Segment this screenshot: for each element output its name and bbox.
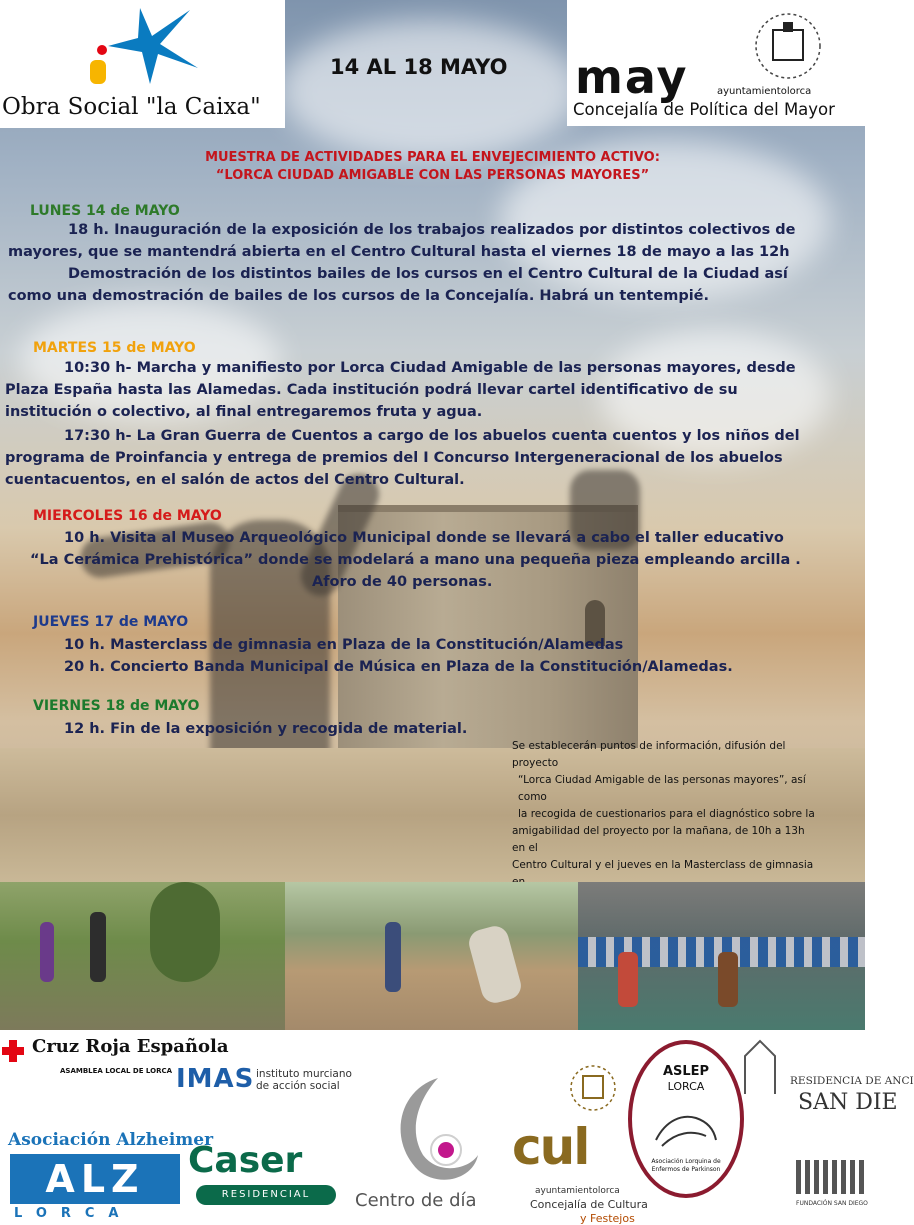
caixa-logo-text: Obra Social "la Caixa" bbox=[2, 94, 261, 120]
note-line: la recogida de cuestionarios para el diagnóstico sobre la bbox=[518, 808, 815, 820]
tuesday-line: institución o colectivo, al final entregaremos fruta y agua. bbox=[5, 404, 483, 420]
thursday-line: 20 h. Concierto Banda Municipal de Música en Plaza de la Constitución/Alamedas. bbox=[64, 659, 733, 675]
caixa-star-icon bbox=[100, 6, 200, 86]
ayuntamiento-text: ayuntamientolorca bbox=[717, 86, 812, 97]
imas-logo: IMAS bbox=[176, 1064, 255, 1094]
photo-petanque bbox=[285, 882, 578, 1030]
cul-ayuntamiento: ayuntamientolorca bbox=[535, 1186, 620, 1196]
residencia-arches-icon bbox=[796, 1160, 865, 1194]
cloud bbox=[280, 20, 580, 160]
cul-logo: cul bbox=[512, 1118, 589, 1176]
cruz-roja-sub: ASAMBLEA LOCAL DE LORCA bbox=[60, 1067, 173, 1075]
cul-festejos: y Festejos bbox=[580, 1212, 635, 1225]
concejalia-text: Concejalía de Política del Mayor bbox=[573, 100, 835, 119]
tree bbox=[150, 882, 220, 982]
monday-line: 18 h. Inauguración de la exposición de los trabajos realizados por distintos colectivos de bbox=[68, 222, 796, 238]
wednesday-line: “La Cerámica Prehistórica” donde se modelará a mano una pequeña pieza empleando arcilla . bbox=[30, 552, 801, 568]
tuesday-line: 10:30 h- Marcha y manifiesto por Lorca Ciudad Amigable de las personas mayores, desde bbox=[64, 360, 796, 376]
friday-line: 12 h. Fin de la exposición y recogida de material. bbox=[64, 721, 468, 737]
thursday-heading: JUEVES 17 de MAYO bbox=[33, 614, 189, 630]
aslep-small-line: Asociación Lorquina de bbox=[651, 1158, 721, 1165]
cruz-roja-name: Cruz Roja Española bbox=[32, 1036, 229, 1057]
imas-sub-line: instituto murciano bbox=[256, 1068, 352, 1080]
wednesday-heading: MIERCOLES 16 de MAYO bbox=[33, 508, 222, 524]
alzheimer-title: Asociación Alzheimer bbox=[8, 1130, 214, 1150]
tuesday-line: Plaza España hasta las Alamedas. Cada institución podrá llevar cartel identificativo de su bbox=[5, 382, 738, 398]
note-line: Centro Cultural y el jueves en la Masterclass de gimnasia bbox=[512, 859, 814, 871]
date-range-title: 14 AL 18 MAYO bbox=[330, 55, 508, 79]
red-cross-icon bbox=[2, 1040, 24, 1062]
cul-concejalia: Concejalía de Cultura bbox=[530, 1198, 648, 1211]
residencia-building-icon bbox=[740, 1036, 800, 1096]
note-line: Se establecerán puntos de información, difusión del proyecto bbox=[512, 740, 786, 769]
monday-line: Demostración de los distintos bailes de los cursos en el Centro Cultural de la Ciudad así bbox=[68, 266, 788, 282]
residencia-name: SAN DIE bbox=[798, 1090, 898, 1115]
person-figure bbox=[618, 952, 638, 1007]
note-line: amigabilidad del proyecto por la mañana, de 10h a 13h en el bbox=[512, 825, 805, 854]
alz-lorca: LORCA bbox=[14, 1206, 133, 1221]
hands-icon bbox=[652, 1100, 720, 1154]
aslep-title: ASLEP bbox=[662, 1064, 710, 1079]
thursday-line: 10 h. Masterclass de gimnasia en Plaza de la Constitución/Alamedas bbox=[64, 637, 624, 653]
imas-subtitle bbox=[256, 1068, 352, 1092]
photo-park-exercise bbox=[0, 882, 285, 1030]
alz-logo: ALZ bbox=[10, 1154, 180, 1204]
person-figure bbox=[466, 923, 524, 1006]
monday-heading: LUNES 14 de MAYO bbox=[30, 203, 180, 219]
lorca-crest-icon bbox=[568, 1050, 618, 1120]
aslep-lorca: LORCA bbox=[667, 1080, 705, 1093]
wednesday-line: 10 h. Visita al Museo Arqueológico Municipal donde se llevará a cabo el taller educativo bbox=[64, 530, 784, 546]
centro-dia-text: Centro de día bbox=[355, 1190, 477, 1211]
lorca-crest-icon bbox=[753, 8, 823, 84]
person-figure bbox=[40, 922, 54, 982]
wednesday-line: Aforo de 40 personas. bbox=[312, 574, 493, 590]
note-line: “Lorca Ciudad Amigable de las personas mayores”, así como bbox=[518, 774, 806, 803]
caser-sub: RESIDENCIAL bbox=[196, 1185, 336, 1205]
tuesday-line: 17:30 h- La Gran Guerra de Cuentos a cargo de los abuelos cuenta cuentos y los niños del bbox=[64, 428, 800, 444]
event-title-line1: MUESTRA DE ACTIVIDADES PARA EL ENVEJECIMIENTO ACTIVO: bbox=[205, 150, 660, 165]
monday-line: mayores, que se mantendrá abierta en el Centro Cultural hasta el viernes 18 de mayo a las 12h bbox=[8, 244, 790, 260]
may-logo-word: may bbox=[575, 50, 689, 104]
friday-heading: VIERNES 18 de MAYO bbox=[33, 698, 200, 714]
person-figure bbox=[385, 922, 401, 992]
monday-line: como una demostración de bailes de los cursos de la Concejalía. Habrá un tentempié. bbox=[8, 288, 710, 304]
centro-dia-swirl-icon bbox=[378, 1070, 488, 1190]
event-title-line2: “LORCA CIUDAD AMIGABLE CON LAS PERSONAS MAYORES” bbox=[215, 168, 650, 183]
imas-sub-line: de acción social bbox=[256, 1080, 340, 1092]
photo-gym-class bbox=[578, 882, 865, 1030]
caser-logo: Caser bbox=[188, 1140, 303, 1181]
tuesday-line: programa de Proinfancia y entrega de premios del I Concurso Intergeneracional de los abuelos bbox=[5, 450, 783, 466]
concejalia-mayor-logo bbox=[567, 0, 865, 126]
fundacion-text: FUNDACIÓN SAN DIEGO bbox=[796, 1200, 868, 1207]
tuesday-heading: MARTES 15 de MAYO bbox=[33, 340, 196, 356]
person-figure bbox=[90, 912, 106, 982]
person-figure bbox=[718, 952, 738, 1007]
sponsor-logos bbox=[0, 1030, 914, 1225]
la-caixa-logo bbox=[0, 0, 285, 128]
caixa-dot-icon bbox=[88, 44, 110, 88]
tuesday-line: cuentacuentos, en el salón de actos del Centro Cultural. bbox=[5, 472, 465, 488]
residencia-title: RESIDENCIA DE ANCI bbox=[790, 1075, 914, 1087]
aslep-small bbox=[632, 1158, 740, 1174]
aslep-small-line: Enfermos de Parkinson bbox=[651, 1166, 721, 1173]
aslep-logo bbox=[628, 1040, 744, 1198]
